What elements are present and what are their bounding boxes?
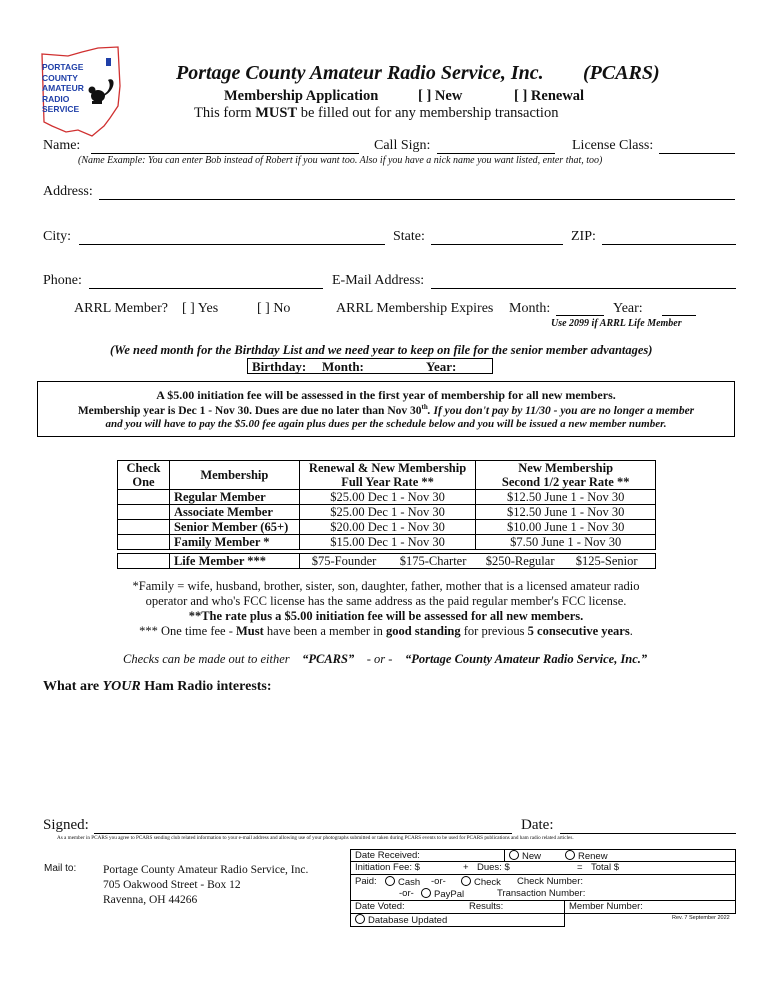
address-label: Address:	[43, 184, 93, 199]
office-renew-radio[interactable]: Renew	[565, 850, 608, 862]
life-member-row	[118, 554, 656, 569]
full-rate: $15.00 Dec 1 - Nov 30	[299, 535, 476, 550]
radio-circle-icon	[565, 850, 575, 860]
city-field[interactable]	[79, 244, 385, 245]
birthday-box	[247, 358, 493, 374]
license-class-field[interactable]	[659, 153, 735, 154]
callsign-field[interactable]	[437, 153, 555, 154]
birthday-label: Birthday:	[252, 359, 307, 374]
name-label: Name:	[43, 138, 81, 153]
name-note: (Name Example: You can enter Bob instead of Robert if you want too. Also if you have a nick name you want listed, enter that, too)	[78, 155, 603, 166]
birthday-month-label[interactable]: Month:	[322, 359, 364, 374]
header-full-year-1: Renewal & New Membership	[299, 461, 476, 476]
new-checkbox[interactable]: [ ] New	[418, 88, 463, 104]
arrl-month-label: Month:	[509, 301, 551, 316]
header-membership: Membership	[169, 461, 299, 490]
signed-label: Signed:	[43, 817, 89, 833]
membership-type: Associate Member	[169, 505, 299, 520]
radio-circle-icon	[421, 888, 431, 898]
squirrel-icon	[89, 79, 114, 104]
city-label: City:	[43, 229, 72, 244]
life-rate-regular: $250-Regular	[485, 554, 555, 568]
logo-text: PORTAGE COUNTY AMATEUR RADIO SERVICE	[42, 62, 84, 114]
paypal-radio[interactable]: PayPal	[421, 888, 464, 900]
address-field[interactable]	[99, 199, 735, 200]
table-row	[118, 505, 656, 520]
revision-note: Rev. 7 September 2022	[672, 915, 730, 921]
zip-label: ZIP:	[571, 229, 596, 244]
full-rate: $20.00 Dec 1 - Nov 30	[299, 520, 476, 535]
radio-circle-icon	[385, 876, 395, 886]
check-associate[interactable]	[118, 505, 170, 520]
signature-field[interactable]	[94, 833, 512, 834]
org-abbr: (PCARS)	[583, 62, 660, 84]
arrl-no-checkbox[interactable]: [ ] No	[257, 301, 291, 316]
consent-text: As a member in PCARS you agree to PCARS sending club related information to your e-mail address and allowing use of your photographs submitted or taken during PCARS events to be used for PCARS publications and ham radio related articles.	[57, 835, 574, 841]
check-life[interactable]	[118, 554, 170, 569]
half-rate: $7.50 June 1 - Nov 30	[476, 535, 656, 550]
header-check-one: Check One	[118, 461, 170, 490]
database-updated-cell	[350, 913, 565, 927]
callsign-label: Call Sign:	[374, 138, 431, 153]
arrl-year-label: Year:	[613, 301, 643, 316]
interests-heading: What are YOUR Ham Radio interests:	[43, 679, 272, 694]
database-updated-radio[interactable]: Database Updated	[355, 915, 447, 926]
state-field[interactable]	[431, 244, 563, 245]
table-header-row	[118, 461, 656, 476]
table-row	[118, 535, 656, 550]
birthday-year-label[interactable]: Year:	[426, 359, 457, 374]
family-note-1: *Family = wife, husband, brother, sister, son, daughter, father, mother that is a licensed amateur radio	[132, 579, 640, 593]
interests-area[interactable]	[43, 700, 733, 810]
cash-radio[interactable]: Cash	[385, 876, 420, 888]
checks-note: Checks can be made out to either “PCARS” - or - “Portage County Amateur Radio Service, Inc.”	[123, 652, 648, 666]
date-field[interactable]	[560, 833, 736, 834]
fee-line-3: and you will have to pay the $5.00 fee again plus dues per the schedule below and you will be issued a new member number.	[105, 418, 667, 430]
life-rate-charter: $175-Charter	[399, 554, 467, 568]
mailing-address: Portage County Amateur Radio Service, Inc. 705 Oakwood Street - Box 12 Ravenna, OH 44266	[103, 864, 309, 906]
membership-type: Family Member *	[169, 535, 299, 550]
fee-cell: Initiation Fee: $ + Dues: $ = Total $	[350, 861, 736, 875]
arrl-year-field[interactable]	[662, 315, 696, 316]
arrl-note: Use 2099 if ARRL Life Member	[551, 318, 682, 329]
birthday-note: (We need month for the Birthday List and we need year to keep on file for the senior member advantages)	[110, 343, 653, 357]
mail-to-label: Mail to:	[44, 863, 77, 874]
header-half-year-1: New Membership	[476, 461, 656, 476]
date-received-cell: Date Received:	[350, 849, 505, 862]
table-row	[118, 520, 656, 535]
arrl-member-label: ARRL Member?	[74, 301, 168, 316]
pcars-logo	[38, 46, 128, 136]
arrl-expires-label: ARRL Membership Expires	[336, 301, 494, 316]
radio-circle-icon	[355, 914, 365, 924]
header-half-year-2: Second 1/2 year Rate **	[476, 475, 656, 490]
family-note-2: operator and who's FCC license has the same address as the paid regular member's FCC license.	[145, 594, 627, 608]
date-voted-cell: Date Voted: Results:	[350, 900, 565, 914]
membership-table	[117, 460, 656, 569]
office-use-box	[350, 849, 736, 929]
full-rate: $25.00 Dec 1 - Nov 30	[299, 490, 476, 505]
state-label: State:	[393, 229, 425, 244]
rate-note: **The rate plus a $5.00 initiation fee will be assessed for all new members.	[188, 609, 584, 623]
renewal-checkbox[interactable]: [ ] Renewal	[514, 88, 585, 104]
check-senior[interactable]	[118, 520, 170, 535]
onetime-note: *** One time fee - Must have been a member in good standing for previous 5 consecutive years.	[139, 624, 633, 638]
table-row	[118, 490, 656, 505]
name-field[interactable]	[91, 153, 359, 154]
life-rate-senior: $125-Senior	[575, 554, 638, 568]
email-label: E-Mail Address:	[332, 273, 425, 288]
half-rate: $12.50 June 1 - Nov 30	[476, 505, 656, 520]
radio-circle-icon	[509, 850, 519, 860]
license-class-label: License Class:	[572, 138, 654, 153]
fee-notice-box	[37, 381, 735, 437]
member-number-cell: Member Number:	[564, 900, 736, 914]
org-name: Portage County Amateur Radio Service, Inc.	[176, 62, 544, 84]
check-regular[interactable]	[118, 490, 170, 505]
arrl-month-field[interactable]	[556, 315, 604, 316]
payment-cell: Paid: Cash -or- Check Check Number: -or- PayPal Transaction Number:	[350, 874, 736, 901]
fee-line-2: Membership year is Dec 1 - Nov 30. Dues are due no later than Nov 30th. If you don't pay by 11/30 - you are no longer a member	[77, 403, 695, 417]
life-rate-founder: $75-Founder	[311, 554, 377, 568]
zip-field[interactable]	[602, 244, 736, 245]
arrl-yes-checkbox[interactable]: [ ] Yes	[182, 301, 219, 316]
membership-type: Regular Member	[169, 490, 299, 505]
check-family[interactable]	[118, 535, 170, 550]
membership-type: Life Member ***	[169, 554, 299, 569]
full-rate: $25.00 Dec 1 - Nov 30	[299, 505, 476, 520]
half-rate: $10.00 June 1 - Nov 30	[476, 520, 656, 535]
form-instruction: This form MUST be filled out for any membership transaction	[194, 105, 559, 121]
radio-circle-icon	[461, 876, 471, 886]
phone-field[interactable]	[89, 288, 323, 289]
check-radio[interactable]: Check	[461, 876, 501, 888]
header-full-year-2: Full Year Rate **	[299, 475, 476, 490]
half-rate: $12.50 June 1 - Nov 30	[476, 490, 656, 505]
phone-label: Phone:	[43, 273, 82, 288]
email-field[interactable]	[431, 288, 736, 289]
date-label: Date:	[521, 817, 554, 833]
office-new-radio[interactable]: New	[509, 850, 541, 862]
membership-type: Senior Member (65+)	[169, 520, 299, 535]
form-title: Membership Application	[224, 88, 379, 104]
fee-line-1: A $5.00 initiation fee will be assessed in the first year of membership for all new members.	[156, 388, 616, 402]
life-rates	[299, 554, 655, 569]
